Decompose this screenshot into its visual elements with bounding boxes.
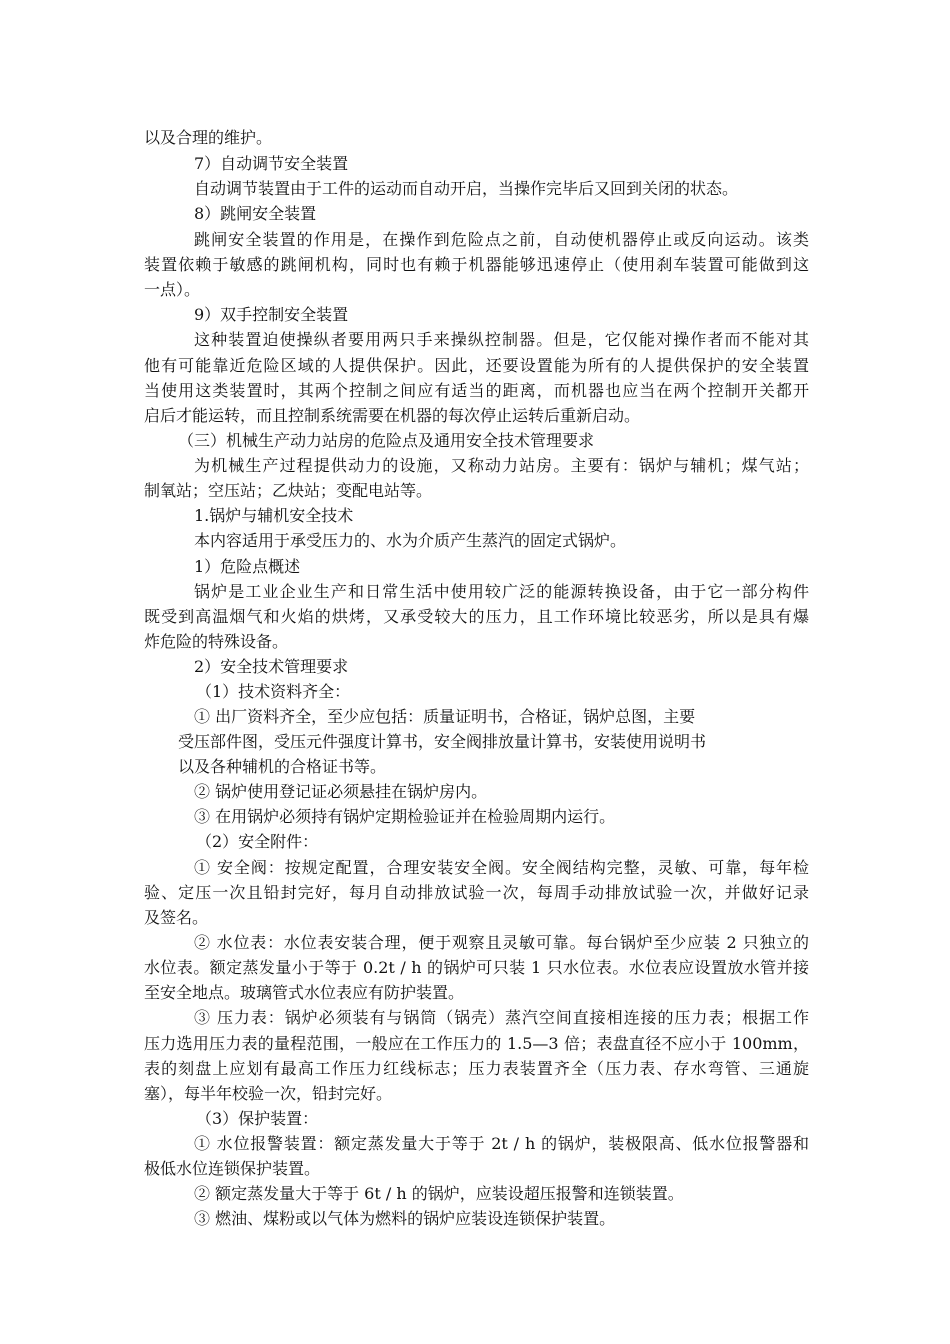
text-line: 他有可能靠近危险区域的人提供保护。因此，还要设置能为所有的人提供保护的安全装置 <box>144 356 809 375</box>
text-line: 及签名。 <box>144 908 209 927</box>
text-line: 水位表。额定蒸发量小于等于 0.2t / h 的锅炉可只装 1 只水位表。水位表应设置放水管并接 <box>144 958 809 977</box>
text-line: 锅炉是工业企业生产和日常生活中使用较广泛的能源转换设备，由于它一部分构件 <box>194 582 809 601</box>
list-item: ② 锅炉使用登记证必须悬挂在锅炉房内。 <box>194 782 488 801</box>
text-line: 以及各种辅机的合格证书等。 <box>178 757 387 776</box>
list-item: ③ 在用锅炉必须持有锅炉定期检验证并在检验周期内运行。 <box>194 807 616 826</box>
text-line: 既受到高温烟气和火焰的烘烤，又承受较大的压力，且工作环境比较恶劣，所以是具有爆 <box>144 607 809 626</box>
list-item: ① 出厂资料齐全，至少应包括：质量证明书，合格证，锅炉总图，主要 <box>194 707 696 726</box>
text-line: 一点）。 <box>144 280 201 299</box>
text-line: 为机械生产过程提供动力的设施，又称动力站房。主要有：锅炉与辅机；煤气站； <box>194 456 809 475</box>
subsection-heading: （3）保护装置： <box>196 1109 319 1128</box>
section-heading: 1.锅炉与辅机安全技术 <box>194 506 354 525</box>
section-heading: 1）危险点概述 <box>194 557 301 576</box>
list-item: ② 水位表：水位表安装合理，便于观察且灵敏可靠。每台锅炉至少应装 2 只独立的 <box>194 933 809 952</box>
text-line: 受压部件图，受压元件强度计算书，安全阀排放量计算书，安装使用说明书 <box>178 732 707 751</box>
text-line: 这种装置迫使操纵者要用两只手来操纵控制器。但是，它仅能对操作者而不能对其 <box>194 330 809 349</box>
section-heading: （三）机械生产动力站房的危险点及通用安全技术管理要求 <box>178 431 595 450</box>
text-line: 塞），每半年校验一次，铅封完好。 <box>144 1084 393 1103</box>
text-line: 装置依赖于敏感的跳闸机构，同时也有赖于机器能够迅速停止（使用刹车装置可能做到这 <box>144 255 809 274</box>
text-line: 极低水位连锁保护装置。 <box>144 1159 321 1178</box>
subsection-heading: （2）安全附件： <box>196 832 319 851</box>
list-item: ③ 压力表：锅炉必须装有与锅筒（锅壳）蒸汽空间直接相连接的压力表；根据工作 <box>194 1008 809 1027</box>
text-line: 本内容适用于承受压力的、水为介质产生蒸汽的固定式锅炉。 <box>194 531 627 550</box>
section-heading: 8）跳闸安全装置 <box>194 204 317 223</box>
text-line: 当使用这类装置时，其两个控制之间应有适当的距离，而机器也应当在两个控制开关都开 <box>144 381 809 400</box>
subsection-heading: （1）技术资料齐全： <box>196 682 351 701</box>
section-heading: 7）自动调节安全装置 <box>194 154 349 173</box>
list-item: ③ 燃油、煤粉或以气体为燃料的锅炉应装设连锁保护装置。 <box>194 1209 616 1228</box>
text-line: 制氧站；空压站；乙炔站；变配电站等。 <box>144 481 433 500</box>
list-item: ② 额定蒸发量大于等于 6t / h 的锅炉，应装设超压报警和连锁装置。 <box>194 1184 684 1203</box>
text-line: 至安全地点。玻璃管式水位表应有防护装置。 <box>144 983 465 1002</box>
text-line: 跳闸安全装置的作用是，在操作到危险点之前，自动使机器停止或反向运动。该类 <box>194 230 809 249</box>
text-line: 自动调节装置由于工件的运动而自动开启，当操作完毕后又回到关闭的状态。 <box>194 179 739 198</box>
text-line: 表的刻盘上应划有最高工作压力红线标志；压力表装置齐全（压力表、存水弯管、三通旋 <box>144 1059 809 1078</box>
text-line: 炸危险的特殊设备。 <box>144 632 289 651</box>
text-line: 验、定压一次且铅封完好，每月自动排放试验一次，每周手动排放试验一次，并做好记录 <box>144 883 809 902</box>
list-item: ① 水位报警装置：额定蒸发量大于等于 2t / h 的锅炉，装极限高、低水位报警器和 <box>194 1134 809 1153</box>
text-line: 压力选用压力表的量程范围，一般应在工作压力的 1.5—3 倍；表盘直径不应小于 100mm， <box>144 1034 809 1053</box>
list-item: ① 安全阀：按规定配置，合理安装安全阀。安全阀结构完整，灵敏、可靠，每年检 <box>194 858 809 877</box>
text-line: 启后才能运转，而且控制系统需要在机器的每次停止运转后重新启动。 <box>144 406 641 425</box>
section-heading: 2）安全技术管理要求 <box>194 657 349 676</box>
section-heading: 9）双手控制安全装置 <box>194 305 349 324</box>
text-line: 以及合理的维护。 <box>144 128 273 147</box>
